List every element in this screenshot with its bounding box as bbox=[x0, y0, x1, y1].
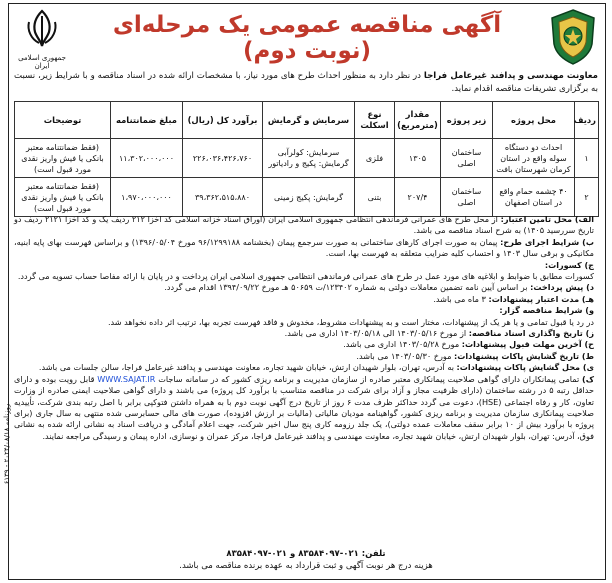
organizer-name: معاونت مهندسی و پدافند غیرعامل فراجا bbox=[423, 71, 598, 81]
section-h bbox=[14, 339, 594, 350]
sajat-website-link[interactable]: WWW.SAJAT.IR bbox=[97, 373, 156, 384]
table-cell: ۱۳۰۵ bbox=[395, 139, 441, 178]
section-label: د) پیش پرداخت: bbox=[530, 282, 594, 293]
table-cell: ۲۰۷/۴ bbox=[395, 178, 441, 217]
table-cell: ساختمان اصلی bbox=[441, 139, 493, 178]
header-cell: مقدار (مترمربع) bbox=[395, 102, 441, 139]
header-cell: نوع اسکلت bbox=[355, 102, 395, 139]
section-c-text: کسورات مطابق با ضوابط و ابلاغیه های مورد عمل در طرح های عمرانی فرماندهی انتظامی جمهوری اسلامی ایران پرداخت و در پایان با ارائه مفاصا حساب تسویه می گردد. bbox=[17, 271, 594, 282]
section-text: مورخ ۱۴۰۳/۰۵/۲۸ اداری می باشد. bbox=[343, 339, 462, 350]
section-f-text: در رد یا قبول تمامی و یا هر یک از پیشنهادات، مختار است و به پیشنهادات مشروط، مخدوش و فاقد فهرست تجربه بها، ترتیب اثر داده نخواهد شد. bbox=[107, 316, 594, 327]
table-cell: سرمایش: کولرآبی گرمایش: پکیج و رادیاتور bbox=[263, 139, 355, 178]
header-cell: محل پروژه bbox=[493, 102, 575, 139]
table-cell: (فقط ضمانتنامه معتبر بانکی یا فیش واریز نقدی مورد قبول است) bbox=[15, 178, 111, 217]
table-cell: گرمایش: پکیج زمینی bbox=[263, 178, 355, 217]
header-cell: زیر پروژه bbox=[441, 102, 493, 139]
notice-header bbox=[10, 6, 604, 68]
phone-numbers: تلفن: ۰۲۱-۸۳۵۸۴۰۹۷ و ۰۲۱-۸۳۵۸۴۰۹۷ bbox=[226, 549, 386, 559]
side-publication-note bbox=[0, 340, 14, 560]
table-cell: فلزی bbox=[355, 139, 395, 178]
table-cell: بتنی bbox=[355, 178, 395, 217]
header-cell: مبلغ ضمانتنامه bbox=[111, 102, 183, 139]
section-label: هـ) مدت اعتبار پیشنهادات: bbox=[488, 293, 594, 304]
section-text: پیمان به صورت اجرای کارهای ساختمانی به صورت سرجمع پیمان (بخشنامه ۹۶/۱۲۹۹۱۸۸ مورخ ۱۳۹۶/۰۵/۰۴) و براساس فهرست بهای پایه ابنیه، مکانیکی و برقی سال ۱۴۰۳ و احتساب کلیه ضرایب متعلقه به فهرست بها، است. bbox=[14, 236, 594, 259]
side-note-text: روزنامه ۲۰۲۴/۰۸/۱۸ - ۶۱۳۹ bbox=[3, 403, 11, 485]
section-e bbox=[14, 294, 594, 305]
police-badge-icon bbox=[546, 8, 600, 66]
table-cell: ساختمان اصلی bbox=[441, 178, 493, 217]
table-cell: ۱۱،۳۰۲،۰۰۰،۰۰۰ bbox=[111, 139, 183, 178]
section-label: ی) محل گشایش پاکات پیشنهادات: bbox=[456, 362, 594, 373]
table-cell: ۱ bbox=[575, 139, 599, 178]
header-cell: توضیحات bbox=[15, 102, 111, 139]
table-cell: ۲۲۶،۰۳۶،۴۲۶،۷۶۰ bbox=[183, 139, 263, 178]
section-label: و) شرایط مناقصه گزار: bbox=[499, 305, 594, 316]
cost-note: هزینه درج هر نوبت آگهی و ثبت قرارداد به عهده برنده مناقصه می باشد. bbox=[179, 561, 433, 571]
table-row bbox=[15, 178, 599, 217]
iran-emblem-icon bbox=[22, 8, 62, 50]
projects-table bbox=[14, 101, 599, 217]
section-text: تمامی پیمانکاران دارای گواهی صلاحیت پیمانکاری معتبر صادره از سازمان مدیریت و برنامه ریزی کشور که در سامانه ساجات bbox=[155, 373, 582, 384]
section-label: ح) آخرین مهلت قبول پیشنهادات: bbox=[461, 339, 594, 350]
table-cell: ۱،۹۷۰،۰۰۰،۰۰۰ bbox=[111, 178, 183, 217]
table-cell: احداث دو دستگاه سوله واقع در استان کرمان شهرستان بافت bbox=[493, 139, 575, 178]
intro-paragraph bbox=[14, 70, 598, 96]
notice-footer bbox=[14, 548, 598, 572]
intro-text: در نظر دارد به منظور احداث طرح های مورد نیاز، با مشخصات ارائه شده در اسناد مناقصه و با شرایط زیر، نسبت به برگزاری تشریفات مناقصه اقدام نماید. bbox=[14, 71, 598, 94]
header-cell: برآورد کل (ریال) bbox=[183, 102, 263, 139]
section-label: ط) تاریخ گشایش پاکات پیشنهادات: bbox=[454, 350, 594, 361]
section-label: الف) محل تامین اعتبار: bbox=[500, 214, 595, 224]
conditions-body bbox=[14, 214, 594, 442]
section-label: ز) تاریخ واگذاری اسناد مناقصه: bbox=[468, 328, 594, 339]
section-text: ۳ ماه می باشد. bbox=[433, 293, 489, 304]
section-label: ب) شرایط اجرای طرح: bbox=[500, 236, 595, 247]
emblem-caption: جمهوری اسلامی ایران bbox=[18, 54, 66, 70]
table-cell: ۴۰ چشمه حمام واقع در استان اصفهان bbox=[493, 178, 575, 217]
section-d bbox=[14, 282, 594, 293]
table-cell: ۲ bbox=[575, 178, 599, 217]
police-logo bbox=[544, 8, 600, 66]
table-cell: ۳۹،۳۶۲،۵۱۵،۸۸۰ bbox=[183, 178, 263, 217]
table-header-row bbox=[15, 102, 599, 139]
notice-title: آگهی مناقصه عمومی یک مرحله‌ای (نوبت دوم) bbox=[112, 12, 502, 64]
section-text: قابل رویت بوده و دارای حداقل رتبه ۵ در رشته ساختمان (دارای ظرفیت مجاز و آزاد برای شرکت در مناقصه متناسب با برآورد کل پروژه) می باشند و دارای گواهی صلاحیت ایمنی صادره از وزارت تعاون، کار و رفاه اجتماعی (HSE)، دعوت می گردد حداکثر ظرف مدت ۶ روز از تاریخ درج آگهی نوبت دوم با به همراه داشتن فتوکپی برابر با اصل رتبه بندی شرکت، تأییدیه صلاحیت پیمانکاری سازمان مدیریت و برنامه ریزی کشور، گواهینامه مودیان مالیاتی (مالیات بر ارزش افزوده)، صورت های مالی حسابرسی شده منتهی به سال جاری (برای پروژه با برآورد بیش از ۱۰ برابر سقف معاملات عمده دولتی)، یک جلد رزومه کاری پنج سال اخیر شرکت، جهت اعلام آمادگی و دریافت اسناد به نشانی ارائه شده به نشانی فوق، آدرس: تهران، بلوار شهیدان ارتش، خیابان شهید تجاره، معاونت مهندسی و پدافند غیرعامل فراجا، مرکز عمران و نوسازی، اداره پیمان و رسیدگی مراجعه نمایند. bbox=[14, 373, 594, 441]
section-i bbox=[14, 351, 594, 362]
section-text: بر اساس آیین نامه تضمین معاملات دولتی به شماره ۱۲۳۴۰۲/ت ۵۰۶۵۹ هـ مورخ ۱۳۹۴/۰۹/۲۲ اقدام می گردد. bbox=[164, 282, 531, 293]
section-b bbox=[14, 237, 594, 260]
header-cell: سرمایش و گرمایش bbox=[263, 102, 355, 139]
section-g bbox=[14, 328, 594, 339]
section-label: ک) bbox=[582, 373, 594, 384]
table-row bbox=[15, 139, 599, 178]
section-k bbox=[14, 374, 594, 442]
section-text: از محل طرح های عمرانی فرماندهی انتظامی جمهوری اسلامی ایران (اوراق اسناد خزانه اسلامی کد اخزا ۲۱۲ ردیف یک و کد اخزا ۲۱۲۱ ردیف دو تاریخ سررسید ۱۴۰۵) به شرح اسناد مناقصه می باشد. bbox=[14, 214, 594, 236]
section-j bbox=[14, 362, 594, 373]
section-f bbox=[14, 305, 594, 316]
header-cell: ردیف bbox=[575, 102, 599, 139]
section-label: ج) کسورات: bbox=[544, 259, 594, 270]
section-text: از مورخ ۱۴۰۳/۰۵/۱۶ الی ۱۴۰۳/۰۵/۱۸ اداری می باشد. bbox=[284, 328, 469, 339]
section-text: مورخ ۱۴۰۳/۰۵/۳۰ می باشد. bbox=[356, 350, 455, 361]
section-text: به آدرس، تهران، بلوار شهیدان ارتش، خیابان شهید تجاره، معاونت مهندسی و پدافند غیرعامل فراجا، سالن جلسات می باشد. bbox=[38, 362, 457, 373]
section-c bbox=[14, 260, 594, 271]
iran-emblem bbox=[14, 8, 70, 70]
section-a bbox=[14, 214, 594, 237]
table-cell: (فقط ضمانتنامه معتبر بانکی یا فیش واریز نقدی مورد قبول است) bbox=[15, 139, 111, 178]
